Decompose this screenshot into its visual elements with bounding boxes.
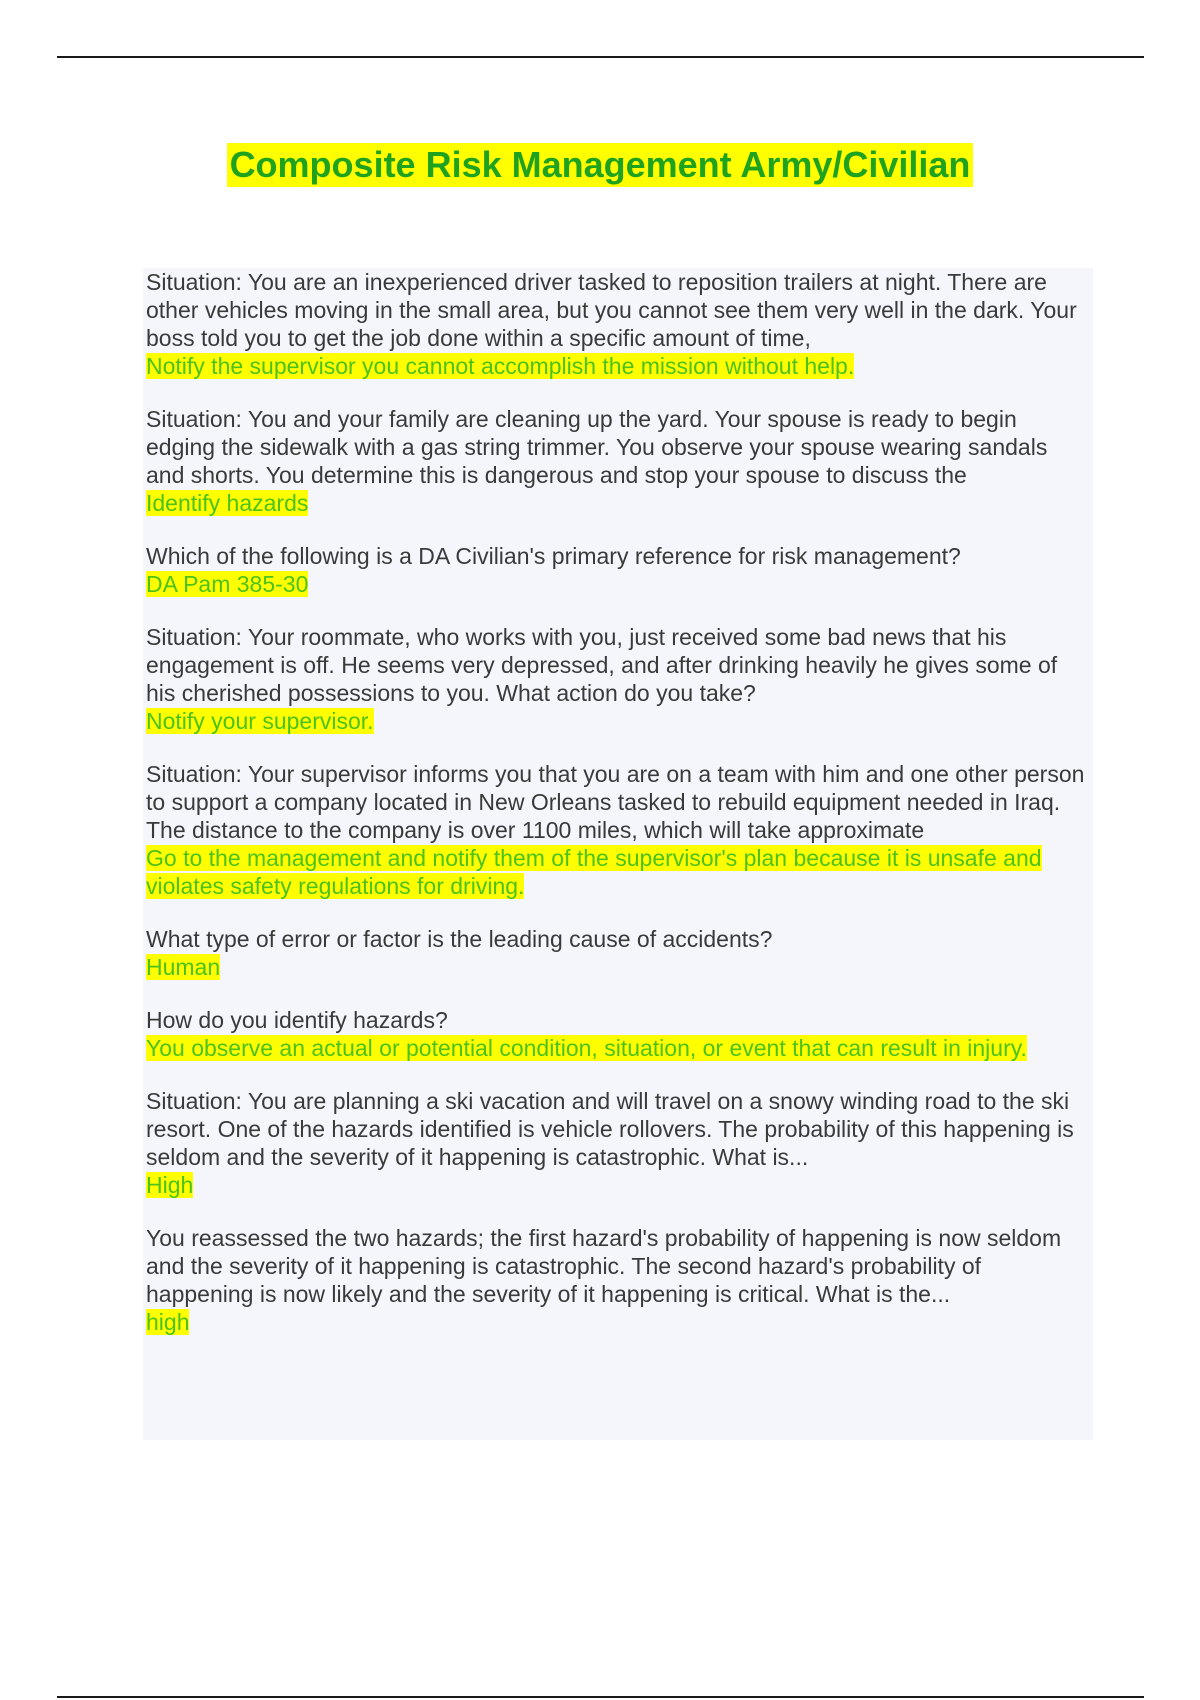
qa-item-9 — [146, 1224, 1091, 1336]
answer-highlight: High — [146, 1172, 194, 1198]
answer-highlight: Go to the management and notify them of the supervisor's plan because it is unsafe and violates safety regulations for driving. — [146, 845, 1042, 899]
qa-panel — [143, 268, 1093, 1440]
answer-text — [146, 570, 1091, 598]
answer-highlight: Notify your supervisor. — [146, 708, 374, 734]
qa-item-6 — [146, 925, 1091, 981]
answer-highlight: high — [146, 1309, 190, 1335]
answer-text — [146, 844, 1091, 900]
question-text: Situation: You are planning a ski vacation and will travel on a snowy winding road to the ski resort. One of the hazards identified is vehicle rollovers. The probability of this happening is seldom and the severity of it happening is catastrophic. What is... — [146, 1088, 1074, 1170]
answer-highlight: Identify hazards — [146, 490, 309, 516]
answer-text — [146, 953, 1091, 981]
answer-text — [146, 707, 1091, 735]
document-title: Composite Risk Management Army/Civilian — [227, 143, 974, 187]
answer-text — [146, 489, 1091, 517]
qa-item-8 — [146, 1087, 1091, 1199]
question-text: You reassessed the two hazards; the first hazard's probability of happening is now seldom and the severity of it happening is catastrophic. The second hazard's probability of happening is now likely and the severity of it happening is critical. What is the... — [146, 1225, 1062, 1307]
qa-item-3 — [146, 542, 1091, 598]
answer-text — [146, 352, 1091, 380]
answer-text — [146, 1308, 1091, 1336]
qa-item-1 — [146, 268, 1091, 380]
answer-highlight: You observe an actual or potential condition, situation, or event that can result in injury. — [146, 1035, 1027, 1061]
question-text: Situation: Your supervisor informs you that you are on a team with him and one other person to support a company located in New Orleans tasked to rebuild equipment needed in Iraq. The distance to the company is over 1100 miles, which will take approximate — [146, 761, 1085, 843]
qa-item-5 — [146, 760, 1091, 900]
bottom-divider — [57, 1696, 1144, 1698]
top-divider — [57, 56, 1144, 58]
answer-text — [146, 1034, 1091, 1062]
answer-highlight: DA Pam 385-30 — [146, 571, 309, 597]
question-text: How do you identify hazards? — [146, 1007, 448, 1033]
question-text: Situation: You and your family are cleaning up the yard. Your spouse is ready to begin edging the sidewalk with a gas string trimmer. You observe your spouse wearing sandals and shorts. You determine this is dangerous and stop your spouse to discuss the — [146, 406, 1048, 488]
question-text: Which of the following is a DA Civilian's primary reference for risk management? — [146, 543, 961, 569]
question-text: What type of error or factor is the leading cause of accidents? — [146, 926, 773, 952]
question-text: Situation: Your roommate, who works with you, just received some bad news that his engagement is off. He seems very depressed, and after drinking heavily he gives some of his cherished possessions to you. What action do you take? — [146, 624, 1058, 706]
answer-text — [146, 1171, 1091, 1199]
qa-item-2 — [146, 405, 1091, 517]
qa-item-7 — [146, 1006, 1091, 1062]
qa-item-4 — [146, 623, 1091, 735]
title-container — [0, 143, 1200, 187]
question-text: Situation: You are an inexperienced driver tasked to reposition trailers at night. There are other vehicles moving in the small area, but you cannot see them very well in the dark. Your boss told you to get the job done within a specific amount of time, — [146, 269, 1077, 351]
answer-highlight: Notify the supervisor you cannot accomplish the mission without help. — [146, 353, 855, 379]
answer-highlight: Human — [146, 954, 221, 980]
